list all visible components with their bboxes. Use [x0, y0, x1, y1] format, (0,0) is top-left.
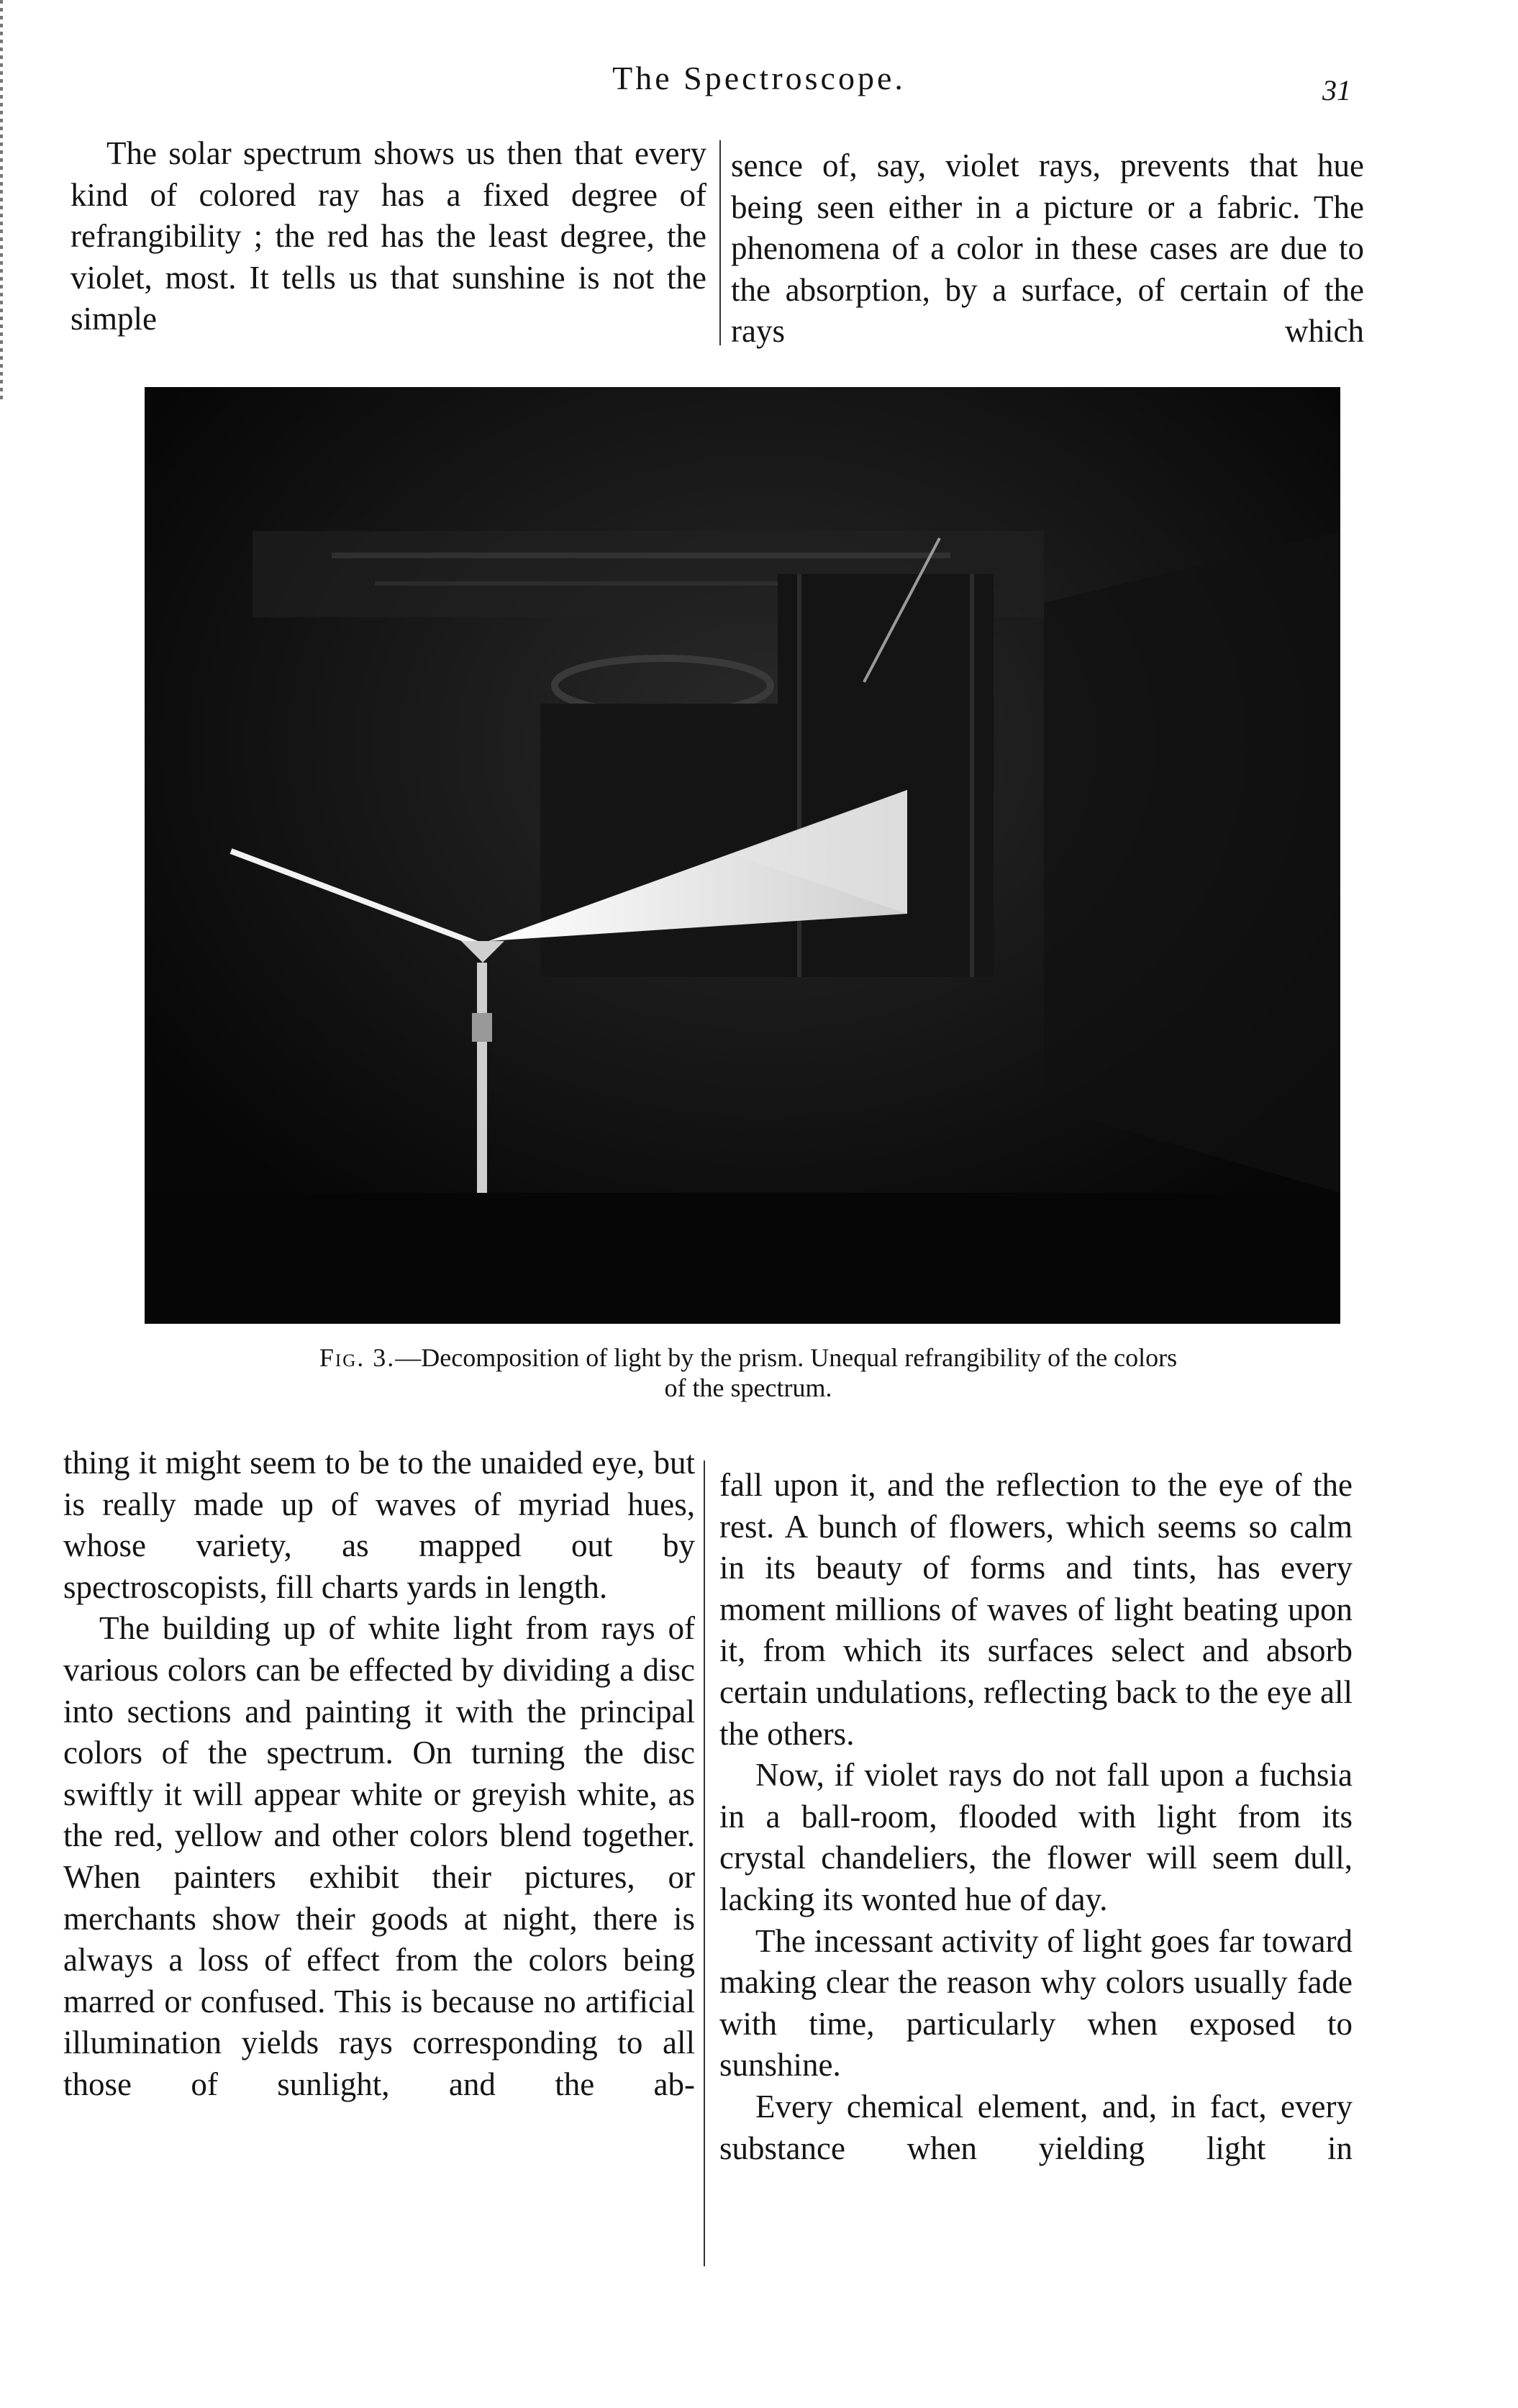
running-head: The Spectroscope. — [612, 60, 906, 96]
paragraph: Every chemical element, and, in fact, every substance when yielding light in — [719, 2088, 1353, 2166]
column-rule-top — [719, 140, 721, 345]
paragraph: Now, if violet rays do not fall upon a fuchsia in a ball-room, flooded with light from its crystal chandeliers, the flower will seem dull, lacking its wonted hue of day. — [719, 1757, 1353, 1917]
caption-text: —Decomposition of light by the prism. Unequal refrangibility of the colors — [395, 1343, 1178, 1372]
column-rule-bottom — [704, 1460, 705, 2266]
paragraph: fall upon it, and the reflection to the eye of the rest. A bunch of flowers, which seems so calm in its beauty of forms and tints, has every moment millions of waves of light beating upon it, from which its surfaces select and absorb certain undulations, reflecting back to the eye all the others. — [719, 1467, 1353, 1752]
bottom-left-column — [63, 1442, 695, 2106]
bottom-right-column — [719, 1465, 1353, 2169]
paragraph: The building up of white light from rays of various colors can be effected by dividing a disc into sections and painting it with the principal colors of the spectrum. On turning the disc swiftly it will appear white or greyish white, as the red, yellow and other colors blend together. When painters exhibit their pictures, or merchants show their goods at night, there is always a loss of effect from the colors being marred or confused. This is because no artificial illumination yields rays corresponding to all those of sunlight, and the ab- — [63, 1610, 695, 2102]
caption-label: Fig. 3. — [319, 1343, 396, 1372]
page-number: 31 — [1322, 74, 1351, 106]
caption-line-2: of the spectrum. — [664, 1373, 832, 1402]
top-right-column — [731, 145, 1364, 353]
paragraph: The incessant activity of light goes far toward making clear the reason why colors usually fade with time, particularly when exposed to sunshine. — [719, 1922, 1353, 2084]
paragraph: The solar spectrum shows us then that every kind of colored ray has a fixed degree of refrangibility ; the red has the least degree, the violet, most. It tells us that sunshine is not the simple — [71, 135, 706, 337]
top-left-column — [71, 133, 706, 340]
figure-caption — [144, 1342, 1353, 1403]
caption-line-1 — [144, 1342, 1353, 1373]
prism-photograph — [145, 387, 1340, 1324]
paragraph: sence of, say, violet rays, prevents that hue being seen either in a picture or a fabric. The phenomena of a color in these cases are due to the absorption, by a surface, of certain of the rays which — [731, 147, 1364, 350]
paragraph: thing it might seem to be to the unaided eye, but is really made up of waves of myriad hues, whose variety, as mapped out by spectroscopists, fill charts yards in length. — [63, 1445, 695, 1605]
